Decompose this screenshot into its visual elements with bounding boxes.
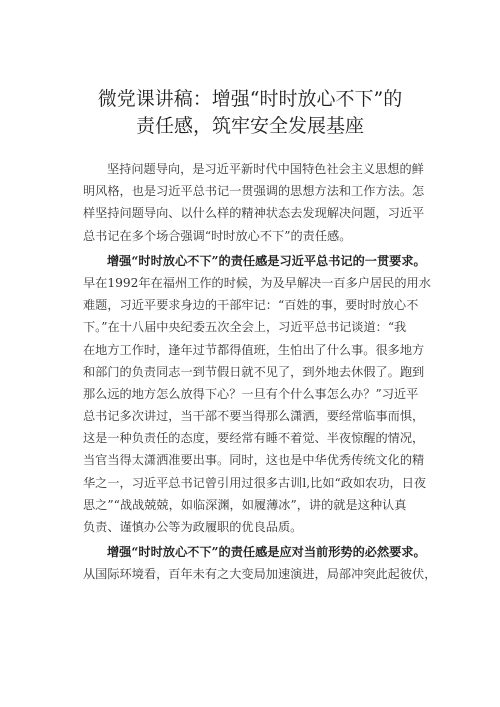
paragraph-line: 那么远的地方怎么放得下心？一旦有个什么事怎么办？”习近平 <box>83 386 419 401</box>
paragraph-lead-sentence: 增强“时时放心不下”的责任感是习近平总书记的一贯要求。 <box>107 253 426 268</box>
paragraph-2 <box>83 250 433 538</box>
paragraph-line: 从国际环境看，百年未有之大变局加速演进，局部冲突此起彼伏， <box>83 567 437 582</box>
paragraph-line: 明风格，也是习近平总书记一贯强调的思想方法和工作方法。怎 <box>83 184 425 199</box>
title-line-2: 责任感，筑牢安全发展基座 <box>135 115 364 137</box>
paragraph-line: 在地方工作时，逢年过节都得值班，生怕出了什么事。很多地方 <box>83 342 425 357</box>
title-line-1: 微党课讲稿：增强“时时放心不下”的 <box>97 88 403 110</box>
paragraph-line: 坚持问题导向，是习近平新时代中国特色社会主义思想的鲜 <box>107 162 424 176</box>
paragraph-line: 下。”在十八届中央纪委五次全会上，习近平总书记谈道：“我 <box>83 320 407 335</box>
document-body <box>83 158 437 586</box>
paragraph-line: 总书记多次讲过，当干部不要当得那么潇洒，要经常临事而惧， <box>83 409 425 424</box>
paragraph-line: 难题，习近平要求身边的干部牢记：“百姓的事，要时时放心不 <box>83 298 419 313</box>
paragraph-lead-sentence: 增强“时时放心不下”的责任感是应对当前形势的必然要求。 <box>107 545 426 560</box>
paragraph-line: 和部门的负责同志一到节假日就不见了，到外地去休假了。跑到 <box>83 364 425 379</box>
paragraph-line: 当官当得太潇洒准要出事。同时，这也是中华优秀传统文化的精 <box>83 453 425 468</box>
paragraph-3 <box>83 541 437 585</box>
paragraph-line: 这是一种负责任的态度，要经常有睡不着觉、半夜惊醒的情况， <box>83 431 425 446</box>
paragraph-line: 思之”“战战兢兢，如临深渊，如履薄冰”，讲的就是这种认真 <box>83 497 407 512</box>
document-title <box>60 86 440 140</box>
paragraph-line: 负责、谨慎办公等为政履职的优良品质。 <box>83 520 303 534</box>
paragraph-line: 总书记在多个场合强调“时时放心不下”的责任感。 <box>83 228 352 243</box>
paragraph-1 <box>83 158 433 247</box>
paragraph-line: 华之一，习近平总书记曾引用过很多古训l,比如“政如农功，日夜 <box>83 475 427 490</box>
paragraph-line: 样坚持问题导向、以什么样的精神状态去发现解决问题，习近平 <box>83 206 425 221</box>
paragraph-line: 早在1992年在福州工作的时候，为及早解决一百多户居民的用水 <box>83 275 431 290</box>
